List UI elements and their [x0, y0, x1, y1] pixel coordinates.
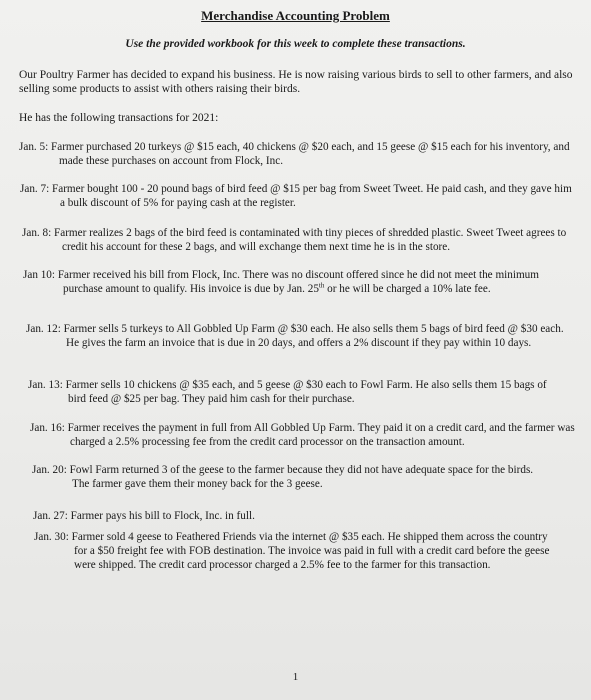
transaction-jan-30	[34, 530, 550, 572]
document-title: Merchandise Accounting Problem	[201, 8, 390, 23]
transaction-date: Jan. 30:	[34, 531, 69, 543]
page-number: 1	[292, 671, 299, 683]
ordinal-suffix: th	[318, 281, 325, 290]
transaction-date: Jan. 27:	[33, 510, 68, 522]
transaction-text: Farmer realizes 2 bags of the bird feed is contaminated with tiny pieces of shredded plastic. Sweet Tweet agrees to credit his account for these 2 bags, and will exchange them next time he is in the store.	[54, 227, 567, 253]
transaction-date: Jan. 20:	[32, 464, 67, 476]
transaction-jan-20	[32, 463, 552, 491]
transaction-date: Jan. 5:	[19, 141, 49, 153]
transaction-date: Jan. 16:	[30, 422, 65, 434]
transaction-jan-10	[23, 268, 567, 296]
transaction-text: Farmer purchased 20 turkeys @ $15 each, 40 chickens @ $20 each, and 15 geese @ $15 each for his inventory, and made these purchases on account from Flock, Inc.	[51, 141, 570, 167]
transaction-date: Jan. 8:	[22, 227, 52, 239]
document-subtitle: Use the provided workbook for this week to complete these transactions.	[125, 38, 466, 50]
transaction-date: Jan. 7:	[20, 183, 50, 195]
transaction-jan-27	[33, 509, 553, 523]
transactions-lead: He has the following transactions for 2021:	[19, 112, 219, 124]
transaction-text: Fowl Farm returned 3 of the geese to the farmer because they did not have adequate space for the birds. The farmer gave them their money back for the 3 geese.	[69, 464, 534, 490]
transaction-jan-5	[19, 140, 575, 168]
transaction-date: Jan. 12:	[26, 323, 61, 335]
transaction-text: Farmer pays his bill to Flock, Inc. in full.	[70, 510, 255, 522]
transaction-jan-7	[20, 182, 576, 210]
transaction-text: Farmer sold 4 geese to Feathered Friends via the internet @ $35 each. He shipped them across the country for a $50 freight fee with FOB destination. The invoice was paid in full with a credit card before the geese were shipped. The credit card processor charged a 2.5% fee to the farmer for this transaction.	[71, 531, 550, 571]
transaction-text	[58, 269, 539, 295]
transaction-text: Farmer receives the payment in full from All Gobbled Up Farm. They paid it on a credit card, and the farmer was charged a 2.5% processing fee from the credit card processor on the transaction amount.	[67, 422, 575, 448]
transaction-date: Jan. 13:	[28, 379, 63, 391]
transaction-text-part: or he will be charged a 10% late fee.	[324, 283, 491, 295]
transaction-jan-12	[26, 322, 568, 350]
transaction-jan-16	[30, 421, 578, 449]
transaction-jan-8	[22, 226, 578, 254]
transaction-text-part: Farmer received his bill from Flock, Inc. There was no discount offered since he did not meet the minimum purchase amount to qualify. His invoice is due by Jan. 25	[57, 269, 539, 295]
transaction-text: Farmer sells 5 turkeys to All Gobbled Up Farm @ $30 each. He also sells them 5 bags of bird feed @ $30 each. He gives the farm an invoice that is due in 20 days, and offers a 2% discount if they pay within 10 days.	[63, 323, 564, 349]
transaction-date: Jan 10:	[23, 269, 56, 281]
transaction-text: Farmer bought 100 - 20 pound bags of bird feed @ $15 per bag from Sweet Tweet. He paid cash, and they gave him a bulk discount of 5% for paying cash at the register.	[52, 183, 572, 209]
transaction-jan-13	[28, 378, 564, 406]
transaction-text: Farmer sells 10 chickens @ $35 each, and 5 geese @ $30 each to Fowl Farm. He also sells them 15 bags of bird feed @ $25 per bag. They paid him cash for their purchase.	[65, 379, 547, 405]
intro-paragraph: Our Poultry Farmer has decided to expand his business. He is now raising various birds to sell to other farmers, and also selling some products to assist with others raising their birds.	[19, 69, 573, 95]
